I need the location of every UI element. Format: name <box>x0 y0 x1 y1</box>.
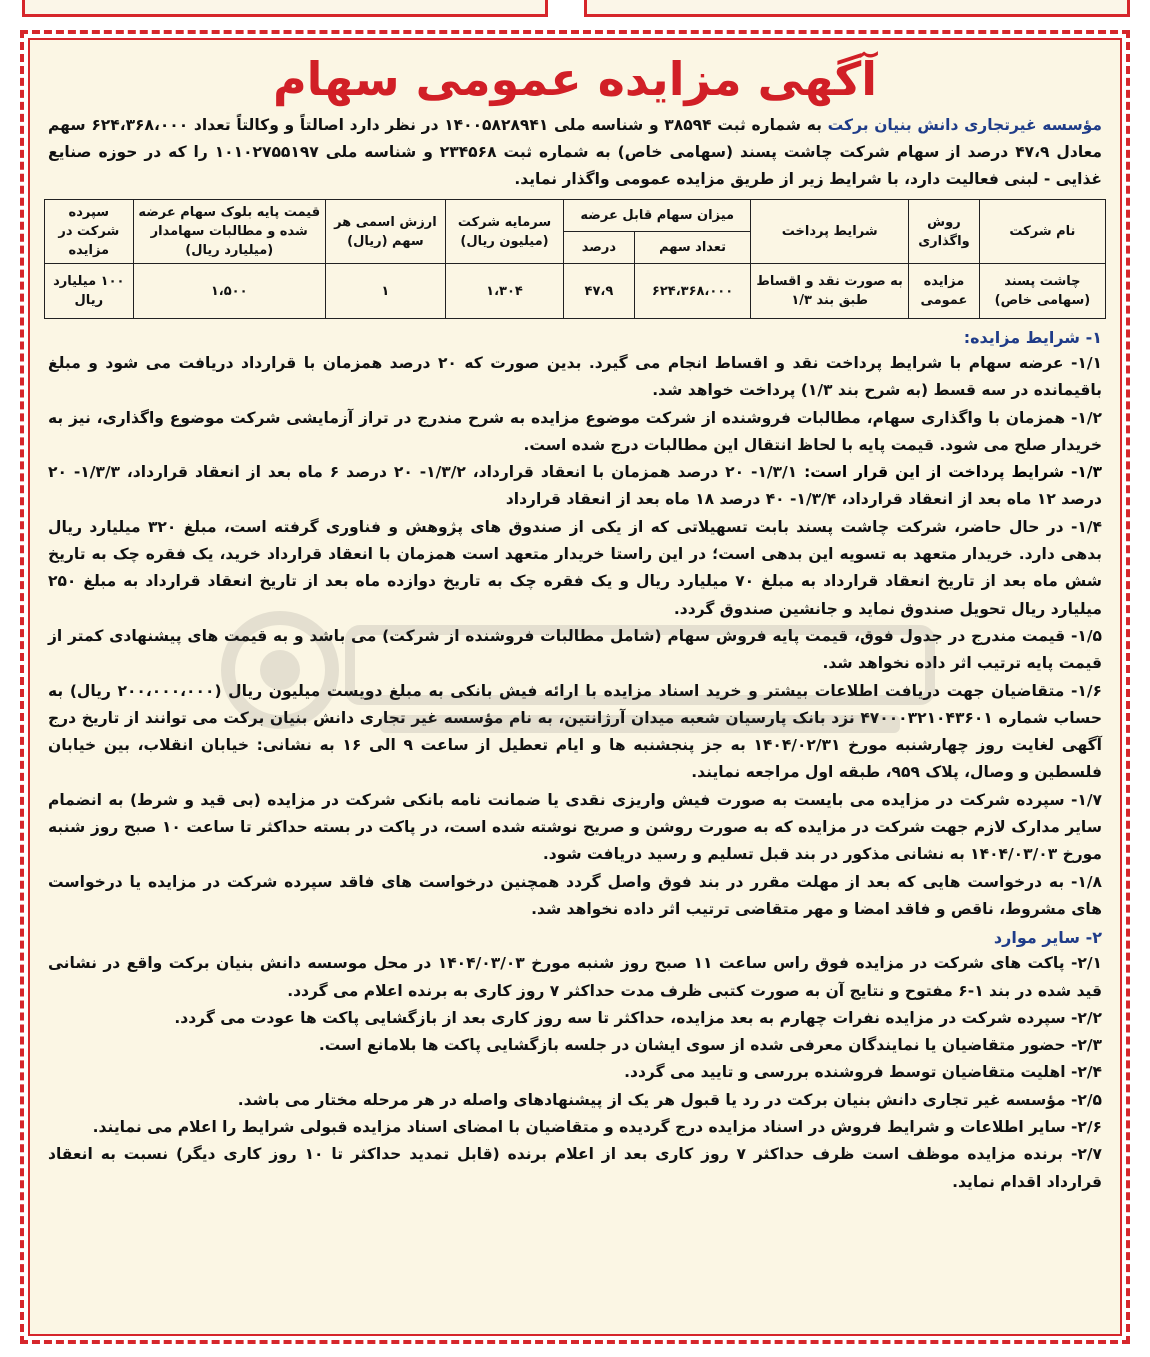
clause-2-2: ۲/۲- سپرده شرکت در مزایده نفرات چهارم به بعد مزایده، حداکثر تا سه روز کاری بعد از بازگشایی پاکت ها عودت می گردد. <box>174 1008 1102 1027</box>
cell-method: مزایده عمومی <box>909 264 980 319</box>
clause-1-1: ۱/۱- عرضه سهام با شرایط پرداخت نقد و اقساط انجام می گیرد. بدین صورت که ۲۰ درصد همزمان با قرارداد دریافت می شود و مبلغ باقیمانده در سه قسط (به شرح بند ۱/۳) پرداخت خواهد شد. <box>48 354 1102 400</box>
intro-organization: مؤسسه غیرتجاری دانش بنیان برکت <box>827 116 1102 134</box>
cell-payment: به صورت نقد و اقساط طبق بند ۱/۳ <box>751 264 909 319</box>
cell-share-count: ۶۲۴،۳۶۸،۰۰۰ <box>634 264 751 319</box>
cell-percent: ۴۷،۹ <box>564 264 635 319</box>
clause-2-1: ۲/۱- پاکت های شرکت در مزایده فوق راس ساعت ۱۱ صبح روز شنبه مورخ ۱۴۰۴/۰۳/۰۳ در محل موسسه دانش بنیان برکت واقع در نشانی قید شده در بند ۱-۶ مفتوح و نتایج آن به صورت کتبی ظرف مدت حداکثر ۷ روز کاری به برنده اعلام می گردد. <box>48 954 1102 1000</box>
clause-1-6: ۱/۶- متقاضیان جهت دریافت اطلاعات بیشتر و خرید اسناد مزایده با ارائه فیش بانکی به مبلغ دویست میلیون ریال (۲۰۰،۰۰۰،۰۰۰ ریال) به حساب شماره ۴۷۰۰۰۳۲۱۰۴۳۶۰۱ نزد بانک پارسیان شعبه میدان آرژانتین، به نام مؤسسه غیر تجاری دانش بنیان برکت می توانند از تاریخ درج آگهی لغایت روز چهارشنبه مورخ ۱۴۰۴/۰۲/۳۱ به جز پنجشنبه ها و ایام تعطیل از ساعت ۹ الی ۱۶ به نشانی: خیابان انقلاب، بین خیابان فلسطین و وصال، پلاک ۹۵۹، طبقه اول مراجعه نمایند. <box>48 681 1103 782</box>
header-shares-group: میزان سهام قابل عرضه <box>564 200 751 232</box>
clause-1-4: ۱/۴- در حال حاضر، شرکت چاشت پسند بابت تسهیلاتی که از یکی از صندوق های پژوهش و فناوری گرفته است، مبلغ ۳۲۰ میلیارد ریال بدهی دارد. خریدار متعهد به تسویه این بدهی است؛ در این راستا خریدار متعهد است همزمان با انعقاد قرارداد خرید، یک فقره چک به تاریخ شش ماه بعد از تاریخ انعقاد قرارداد به مبلغ ۷۰ میلیارد ریال و یک فقره چک به تاریخ دوازده ماه بعد از تاریخ انعقاد قرارداد به مبلغ ۲۵۰ میلیارد ریال تحویل صندوق نماید و جانشین صندوق گردد. <box>48 517 1102 618</box>
clause-1-7: ۱/۷- سپرده شرکت در مزایده می بایست به صورت فیش واریزی نقدی یا ضمانت نامه بانکی شرکت در مزایده (بی قید و شرط) به انضمام سایر مدارک لازم جهت شرکت در مزایده که به صورت روشن و صریح نوشته شده است، در پاکت در بسته حداکثر تا ساعت ۱۰ صبح روز شنبه مورخ ۱۴۰۴/۰۳/۰۳ به نشانی مذکور در بند قبل تسلیم و رسید دریافت شود. <box>48 790 1102 864</box>
header-deposit: سپرده شرکت در مزایده <box>45 200 134 264</box>
header-capital: سرمایه شرکت (میلیون ریال) <box>445 200 563 264</box>
cell-deposit: ۱۰۰ میلیارد ریال <box>45 264 134 319</box>
intro-text: به شماره ثبت ۳۸۵۹۴ و شناسه ملی ۱۴۰۰۵۸۲۸۹۴۱ در نظر دارد اصالتاً و وکالتاً تعداد ۶۲۴،۳۶۸،۰۰۰ سهم معادل ۴۷،۹ درصد از سهام شرکت چاشت پسند (سهامی خاص) به شماره ثبت ۲۳۴۵۶۸ و شناسه ملی ۱۰۱۰۲۷۵۵۱۹۷ را که در حوزه صنایع غذایی - لبنی فعالیت دارد، با شرایط زیر از طریق مزایده عمومی واگذار نماید. <box>48 116 1102 188</box>
clause-2-6: ۲/۶- سایر اطلاعات و شرایط فروش در اسناد مزایده درج گردیده و متقاضیان با امضای اسناد مزایده قبولی شرایط را اعلام می نمایند. <box>92 1118 1102 1137</box>
table-row <box>45 264 1106 319</box>
clause-1-3-lead: ۱/۳- شرایط پرداخت از این قرار است: <box>804 463 1103 482</box>
clause-2-5: ۲/۵- مؤسسه غیر تجاری دانش بنیان برکت در رد یا قبول هر یک از پیشنهادهای واصله در هر مرحله مختار می باشد. <box>237 1090 1102 1109</box>
header-payment: شرایط پرداخت <box>751 200 909 264</box>
clause-1-5: ۱/۵- قیمت مندرج در جدول فوق، قیمت پایه فروش سهام (شامل مطالبات فروشنده از شرکت) می باشد و به قیمت های پیشنهادی کمتر از قیمت پایه ترتیب اثر داده نخواهد شد. <box>48 626 1102 673</box>
notice-intro <box>48 112 1102 193</box>
header-percent: درصد <box>564 232 635 264</box>
cell-base-price: ۱،۵۰۰ <box>133 264 325 319</box>
cell-company-name: چاشت پسند (سهامی خاص) <box>979 264 1105 319</box>
clause-2-4: ۲/۴- اهلیت متقاضیان توسط فروشنده بررسی و تایید می گردد. <box>624 1063 1102 1082</box>
offer-table <box>44 199 1106 319</box>
clause-2-3: ۲/۳- حضور متقاضیان یا نمایندگان معرفی شده از سوی ایشان در جلسه بازگشایی پاکت ها بلامانع است. <box>318 1036 1102 1055</box>
header-share-count: تعداد سهم <box>634 232 751 264</box>
section1-title: ۱- شرایط مزایده: <box>963 328 1102 347</box>
header-nominal: ارزش اسمی هر سهم (ریال) <box>325 200 445 264</box>
table-header-row <box>45 200 1106 232</box>
clause-1-3-text: ۱/۳/۱- ۲۰ درصد همزمان با انعقاد قرارداد، ۱/۳/۲- ۲۰ درصد ۶ ماه بعد از انعقاد قرارداد، ۱/۳/۳- ۲۰ درصد ۱۲ ماه بعد از انعقاد قرارداد، ۱/۳/۴- ۴۰ درصد ۱۸ ماه بعد از انعقاد قرارداد <box>48 463 1102 509</box>
top-neighbor-ad-right <box>584 0 1130 17</box>
header-company-name: نام شرکت <box>979 200 1105 264</box>
cell-capital: ۱،۳۰۴ <box>445 264 563 319</box>
notice-frame <box>20 30 1130 1344</box>
clause-2-7: ۲/۷- برنده مزایده موظف است ظرف حداکثر ۷ روز کاری بعد از اعلام برنده (قابل تمدید حداکثر تا ۱۰ روز کاری دیگر) نسبت به انعقاد قرارداد اقدام نماید. <box>48 1145 1103 1191</box>
notice-title: آگهی مزایده عمومی سهام <box>272 52 878 106</box>
header-method: روش واگذاری <box>909 200 980 264</box>
header-base-price: قیمت پایه بلوک سهام عرضه شده و مطالبات سهامدار (میلیارد ریال) <box>133 200 325 264</box>
top-neighbor-ad-left <box>22 0 548 17</box>
cell-nominal: ۱ <box>325 264 445 319</box>
section2-title: ۲- سایر موارد <box>993 928 1102 948</box>
clause-1-2: ۱/۲- همزمان با واگذاری سهام، مطالبات فروشنده از شرکت موضوع مزایده به شرح مندرج در تراز آزمایشی شرکت موضوع واگذاری، نیز به خریدار صلح می شود. قیمت پایه با لحاظ انتقال این مطالبات درج شده است. <box>48 408 1102 454</box>
clause-1-3 <box>48 459 1102 514</box>
notice-body <box>28 38 1122 1336</box>
clause-1-8: ۱/۸- به درخواست هایی که بعد از مهلت مقرر در بند فوق واصل گردد همچنین درخواست های فاقد سپرده شرکت در مزایده یا درخواست های مشروط، ناقص و فاقد امضا و مهر متقاضی ترتیب اثر داده نخواهد شد. <box>48 872 1102 918</box>
